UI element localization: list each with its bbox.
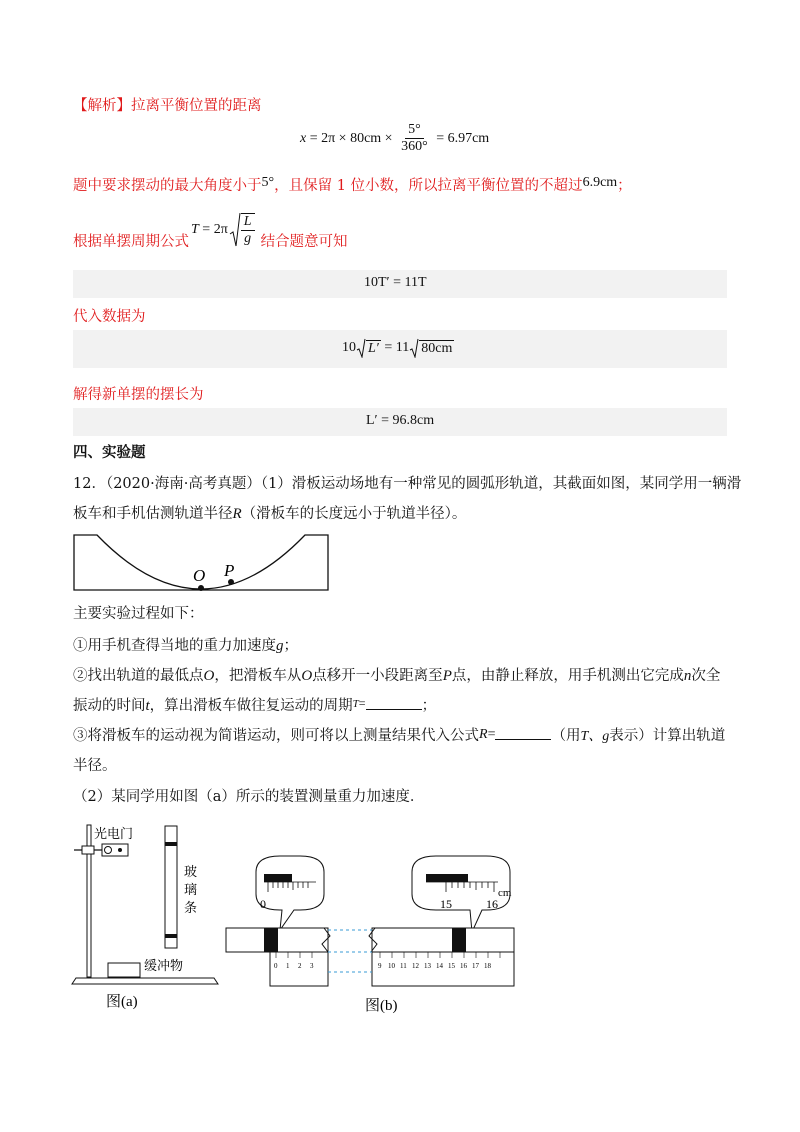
equation-1-fraction: $\frac{5^\circ}{360^\circ}$ — [401, 122, 428, 154]
base-plate — [72, 978, 218, 984]
svg-text:14: 14 — [436, 962, 443, 970]
svg-text:16: 16 — [460, 962, 467, 970]
label-glass-3: 条 — [184, 900, 198, 915]
svg-text:3: 3 — [310, 962, 314, 970]
point-O-marker — [198, 585, 204, 591]
step-3-cont: 半径。 — [73, 758, 117, 774]
svg-text:1: 1 — [286, 962, 290, 970]
svg-text:2: 2 — [298, 962, 302, 970]
callout-left — [256, 856, 324, 930]
section-title: 四、实验题 — [73, 444, 146, 461]
dashed-connectors — [328, 930, 372, 972]
step-2-cont: 振动的时间t，算出滑板车做往复运动的周期$^{T=}$ ； — [73, 696, 437, 714]
label-buffer: 缓冲物 — [144, 958, 184, 973]
svg-text:13: 13 — [424, 962, 431, 970]
step-1: ①用手机查得当地的重力加速度g； — [73, 638, 298, 654]
svg-text:12: 12 — [412, 962, 419, 970]
step-3: ③将滑板车的运动视为简谐运动，则可将以上测量结果代入公式R= （用T、g表示）计算出轨道 — [73, 727, 726, 744]
svg-text:9: 9 — [378, 962, 382, 970]
question-line1: 12．（2020·海南·高考真题）（1）滑板运动场地有一种常见的圆弧形轨道，其截面如图，某同学用一辆滑 — [73, 476, 742, 492]
label-glass-2: 璃 — [184, 882, 198, 897]
figure-a-apparatus — [68, 820, 228, 1020]
sqrt-sign-icon — [229, 212, 241, 248]
figure-b-vernier — [220, 850, 520, 1020]
arc-track-figure — [73, 533, 329, 593]
equation-1: x = 2π × 80cm × $\frac{5^\circ}{360^\circ}$ = 6.97cm — [300, 122, 490, 154]
label-photogate: 光电门 — [94, 826, 134, 841]
analysis-line4: 代入数据为 — [73, 309, 146, 325]
svg-text:17: 17 — [472, 962, 479, 970]
equation-4: L′ = 96.8cm — [366, 413, 435, 428]
answer-blank-period[interactable] — [366, 697, 422, 710]
part-2: （2）某同学用如图（a）所示的装置测量重力加速度． — [73, 789, 425, 805]
analysis-line5: 解得新单摆的摆长为 — [73, 387, 204, 403]
callout-right-15: 15 — [440, 897, 452, 911]
point-P-label: P — [224, 561, 235, 580]
sqrt-sign-icon — [356, 338, 366, 358]
callout-right-16: 16 — [486, 897, 498, 911]
point-O-label: O — [193, 566, 206, 585]
svg-text:15: 15 — [448, 962, 455, 970]
question-line2: 板车和手机估测轨道半径R（滑板车的长度远小于轨道半径）。 — [73, 506, 467, 522]
svg-text:11: 11 — [400, 962, 407, 970]
analysis-line3: 根据单摆周期公式 T = 2π $\frac{L}{g}$ 结合题意可知 — [73, 214, 348, 250]
strip-right — [372, 928, 514, 952]
answer-blank-radius[interactable] — [495, 727, 551, 740]
steps-title: 主要实验过程如下： — [73, 606, 204, 622]
analysis-tag: 【解析】 — [73, 98, 131, 114]
equation-3: 10 L′ = 11 80cm — [342, 338, 454, 358]
callout-right — [412, 856, 510, 932]
caption-figure-b: 图(b) — [365, 998, 398, 1014]
step-2: ②找出轨道的最低点O，把滑板车从O点移开一小段距离至P点，由静止释放，用手机测出它完成n次全 — [73, 668, 721, 684]
analysis-line1: 【解析】拉离平衡位置的距离 — [73, 98, 262, 114]
label-glass-1: 玻 — [184, 864, 198, 879]
equation-2: 10T′ = 11T — [364, 275, 427, 290]
svg-text:18: 18 — [484, 962, 491, 970]
callout-unit: cm — [498, 887, 512, 899]
sqrt-sign-icon — [409, 338, 419, 358]
svg-text:10: 10 — [388, 962, 395, 970]
svg-text:0: 0 — [274, 962, 278, 970]
caption-figure-a: 图(a) — [106, 994, 138, 1010]
period-formula: T = 2π $\frac{L}{g}$ — [191, 212, 257, 248]
callout-left-zero: 0 — [260, 897, 266, 911]
analysis-line2: 题中要求摆动的最大角度小于5°，且保留 1 位小数，所以拉离平衡位置的不超过6.9cm； — [73, 175, 632, 194]
buffer-block — [108, 963, 140, 977]
